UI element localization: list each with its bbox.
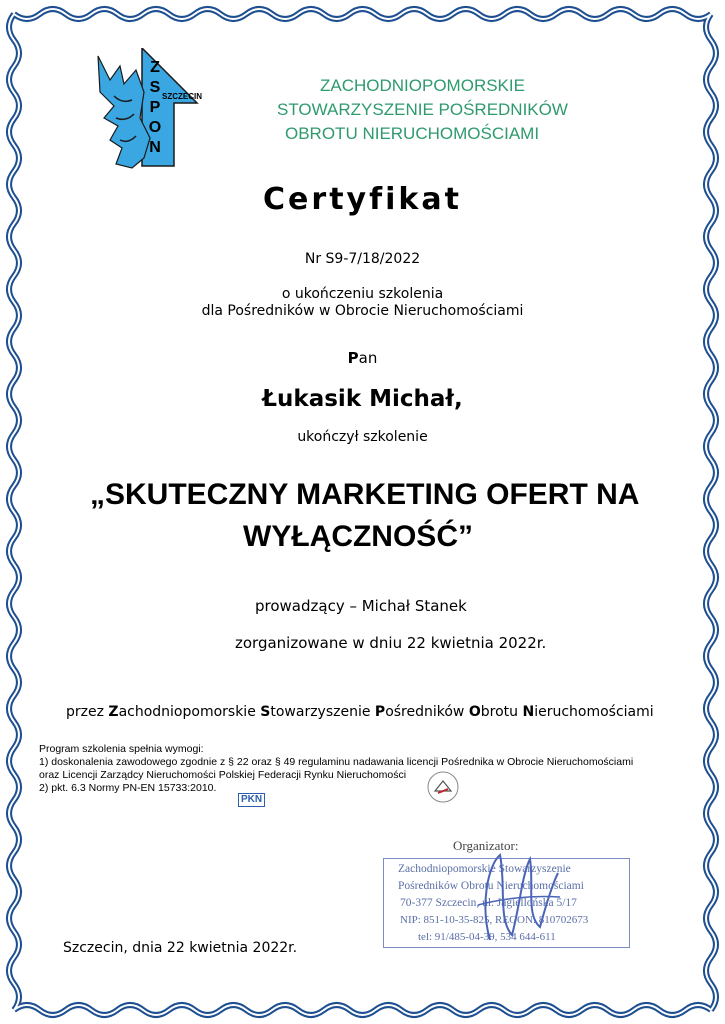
organization-line-1: ZACHODNIOPOMORSKIE bbox=[320, 76, 525, 95]
stamp-line-2: Pośredników Obrotu Nieruchomościami bbox=[398, 880, 584, 892]
organized-date-text: zorganizowane w dniu 22 kwietnia 2022r. bbox=[235, 634, 547, 652]
logo-city: SZCZECIN bbox=[162, 92, 202, 101]
logo-letter-o: O bbox=[148, 119, 162, 136]
completion-line-2: dla Pośredników w Obrocie Nieruchomościami bbox=[201, 303, 524, 319]
requirements-item-2: 2) pkt. 6.3 Normy PN-EN 15733:2010. bbox=[39, 782, 217, 794]
signature bbox=[460, 845, 570, 955]
zspon-logo bbox=[92, 48, 232, 173]
requirements-heading: Program szkolenia spełnia wymogi: bbox=[39, 743, 204, 755]
organization-line-3: OBROTU NIERUCHOMOŚCIAMI bbox=[285, 124, 540, 143]
salutation-rest: an bbox=[358, 349, 378, 367]
requirements-item-1b: oraz Licencji Zarządcy Nieruchomości Polskiej Federacji Rynku Nieruchomości bbox=[39, 769, 407, 781]
by-initial-n: N bbox=[522, 704, 535, 720]
organizer-by-line bbox=[66, 704, 654, 720]
salutation bbox=[0, 349, 725, 367]
by-initial-s: S bbox=[260, 704, 271, 720]
organizer-label: Organizator: bbox=[453, 838, 519, 853]
by-initial-p: P bbox=[374, 704, 386, 720]
completed-text: ukończył szkolenie bbox=[297, 429, 428, 445]
completion-line-1: o ukończeniu szkolenia bbox=[281, 286, 444, 302]
by-word-4: brotu bbox=[480, 704, 523, 720]
stamp-line-1: Zachodniopomorskie Stowarzyszenie bbox=[398, 863, 571, 875]
by-initial-o: O bbox=[468, 704, 481, 720]
course-title-line-1: „SKUTECZNY MARKETING OFERT NA bbox=[90, 478, 640, 511]
logo-letter-z: Z bbox=[150, 59, 160, 76]
organization-line-2: STOWARZYSZENIE POŚREDNIKÓW bbox=[277, 100, 568, 119]
stamp-line-5: tel: 91/485-04-39, 534 644-611 bbox=[418, 931, 556, 943]
pkn-logo bbox=[238, 787, 268, 805]
by-initial-z: Z bbox=[108, 704, 119, 720]
salutation-initial: P bbox=[347, 349, 359, 367]
by-word-3: ośredników bbox=[385, 704, 469, 720]
stamp-line-4: NIP: 851-10-35-825, REGON: 810702673 bbox=[400, 914, 589, 926]
requirements-item-1: 1) doskonalenia zawodowego zgodnie z § 22 oraz § 49 regulaminu nadawania licencji Pośrednika w Obrocie Nieruchomościami bbox=[39, 756, 634, 768]
certificate-title: Certyfikat bbox=[263, 182, 462, 217]
by-prefix: przez bbox=[66, 704, 109, 720]
certificate-number: Nr S9-7/18/2022 bbox=[304, 251, 421, 267]
by-word-1: achodniopomorskie bbox=[118, 704, 261, 720]
logo-letter-n: N bbox=[149, 139, 161, 156]
place-date: Szczecin, dnia 22 kwietnia 2022r. bbox=[63, 940, 298, 956]
instructor-text: prowadzący – Michał Stanek bbox=[255, 597, 467, 615]
requirements-block bbox=[39, 743, 679, 795]
course-title-line-2: WYŁĄCZNOŚĆ” bbox=[243, 520, 473, 553]
logo-letter-s: S bbox=[149, 79, 161, 96]
by-word-2: towarzyszenie bbox=[270, 704, 375, 720]
by-word-5: ieruchomościami bbox=[534, 704, 654, 720]
pkn-logo-text: PKN bbox=[238, 793, 265, 807]
logo-letter-p: P bbox=[149, 99, 161, 116]
federation-emblem-icon bbox=[426, 770, 460, 804]
stamp-line-3: 70-377 Szczecin, ul. Jagiellońska 5/17 bbox=[400, 897, 577, 909]
recipient-name: Łukasik Michał, bbox=[262, 386, 463, 412]
